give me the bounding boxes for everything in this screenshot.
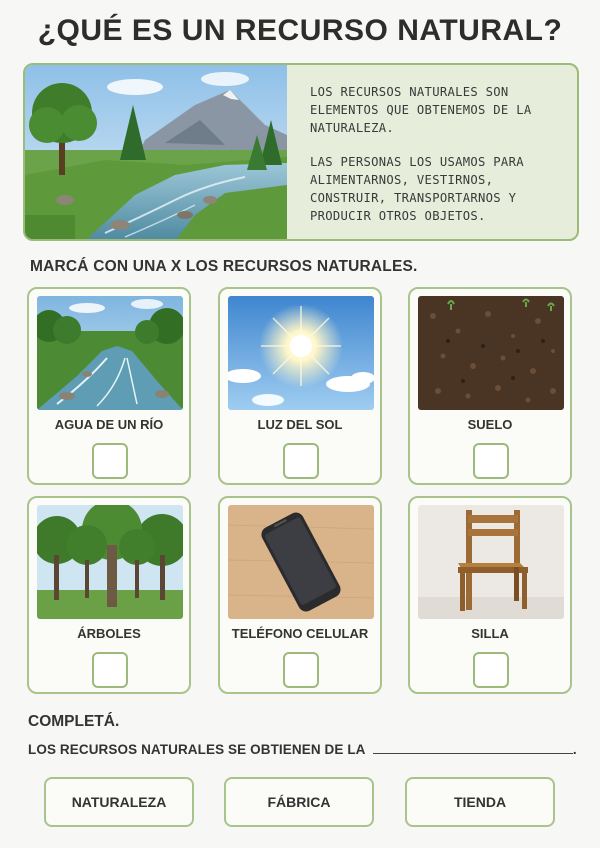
item-card-chair <box>408 496 572 694</box>
soil-image <box>418 296 564 410</box>
checkbox-chair[interactable] <box>473 652 509 688</box>
intro-text <box>310 83 570 225</box>
item-label: ÁRBOLES <box>77 626 141 641</box>
item-label: TELÉFONO CELULAR <box>231 626 369 641</box>
sentence-text: LOS RECURSOS NATURALES SE OBTIENEN DE LA <box>28 742 366 757</box>
option-tienda[interactable]: TIENDA <box>405 777 555 827</box>
item-card-trees <box>27 496 191 694</box>
checkbox-phone[interactable] <box>283 652 319 688</box>
intro-panel <box>23 63 579 241</box>
checkbox-sun[interactable] <box>283 443 319 479</box>
instruction-text: MARCÁ CON UNA X LOS RECURSOS NATURALES. <box>30 258 418 275</box>
checkbox-soil[interactable] <box>473 443 509 479</box>
landscape-image <box>25 65 287 241</box>
intro-paragraph-1: LOS RECURSOS NATURALES SON ELEMENTOS QUE OBTENEMOS DE LA NATURALEZA. <box>310 85 532 135</box>
sun-image <box>228 296 374 410</box>
intro-paragraph-2: LAS PERSONAS LOS USAMOS PARA ALIMENTARNOS, VESTIRNOS, CONSTRUIR, TRANSPORTARNOS Y PRODUCIR OTROS OBJETOS. <box>310 155 524 223</box>
item-label: AGUA DE UN RÍO <box>54 417 164 432</box>
complete-title: COMPLETÁ. <box>28 713 120 730</box>
chair-image <box>418 505 564 619</box>
phone-image <box>228 505 374 619</box>
answer-blank[interactable] <box>373 741 573 754</box>
checkbox-river[interactable] <box>92 443 128 479</box>
fill-in-sentence <box>28 741 577 757</box>
item-label: LUZ DEL SOL <box>257 417 343 432</box>
checkbox-trees[interactable] <box>92 652 128 688</box>
item-card-river <box>27 287 191 485</box>
option-naturaleza[interactable]: NATURALEZA <box>44 777 194 827</box>
item-label: SUELO <box>467 417 513 432</box>
item-card-soil <box>408 287 572 485</box>
item-card-phone <box>218 496 382 694</box>
page-title: ¿QUÉ ES UN RECURSO NATURAL? <box>37 14 563 47</box>
item-label: SILLA <box>471 626 509 641</box>
sentence-end: . <box>572 742 577 757</box>
item-card-sun <box>218 287 382 485</box>
option-fabrica[interactable]: FÁBRICA <box>224 777 374 827</box>
trees-image <box>37 505 183 619</box>
river-image <box>37 296 183 410</box>
